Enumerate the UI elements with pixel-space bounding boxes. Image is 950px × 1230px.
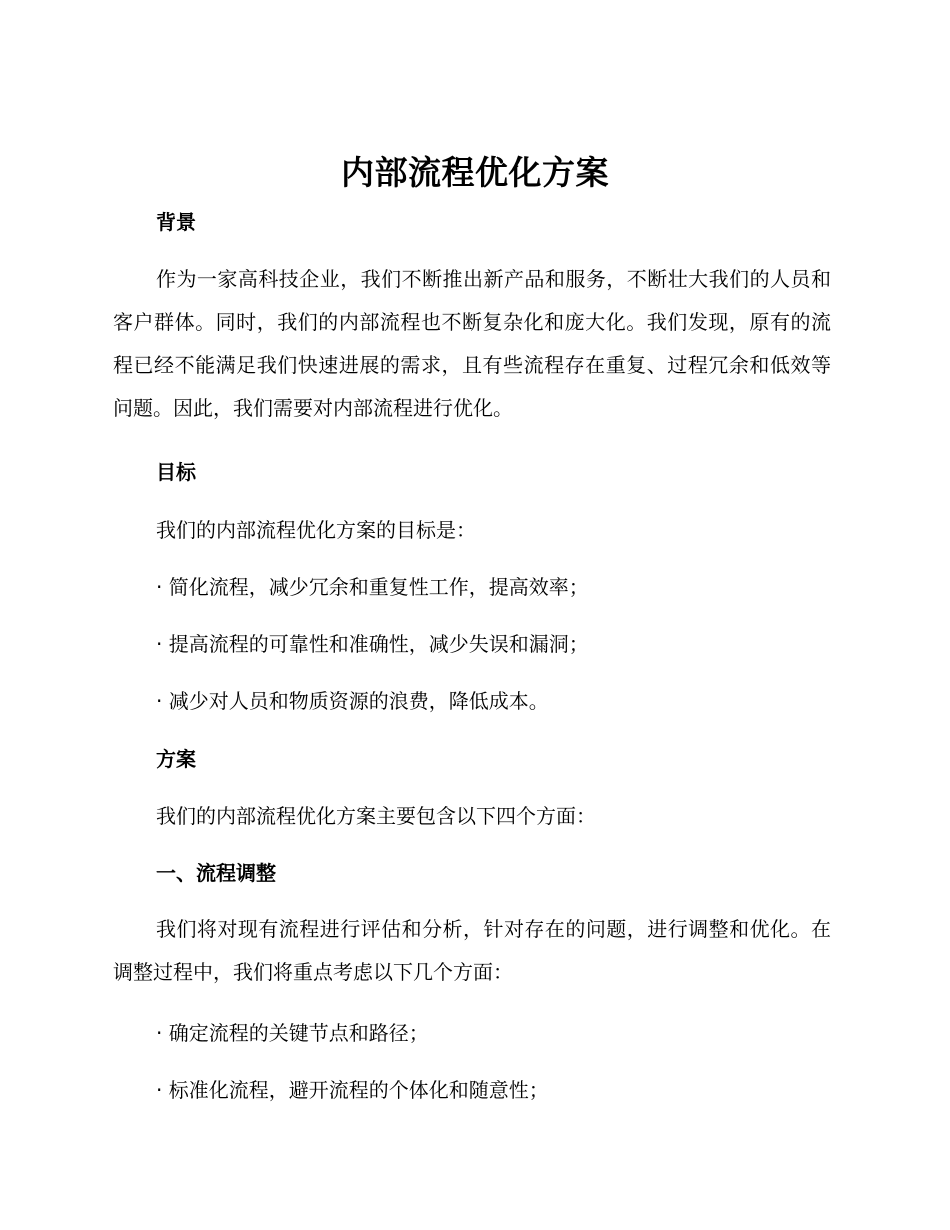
goals-list-item: · 减少对人员和物质资源的浪费，降低成本。 — [156, 689, 549, 713]
background-paragraph: 作为一家高科技企业，我们不断推出新产品和服务，不断壮大我们的人员和客户群体。同时，我们的内部流程也不断复杂化和庞大化。我们发现，原有的流程已经不能满足我们快速进展的需求，且有些流程存在重复、过程冗余和低效等问题。因此，我们需要对内部流程进行优化。 — [113, 267, 831, 420]
goals-intro: 我们的内部流程优化方案的目标是： — [156, 518, 476, 542]
adjustment-list-item: · 确定流程的关键节点和路径； — [156, 1021, 429, 1045]
goals-list-item: · 简化流程，减少冗余和重复性工作，提高效率； — [156, 575, 589, 599]
section-heading-background: 背景 — [156, 210, 196, 234]
adjustment-list-item: · 标准化流程，避开流程的个体化和随意性； — [156, 1078, 549, 1102]
adjustment-paragraph: 我们将对现有流程进行评估和分析，针对存在的问题，进行调整和优化。在调整过程中，我们将重点考虑以下几个方面： — [113, 917, 831, 984]
document-title: 内部流程优化方案 — [341, 153, 609, 192]
section-heading-adjustment: 一、流程调整 — [156, 861, 276, 885]
section-heading-plan: 方案 — [156, 747, 196, 771]
section-heading-goals: 目标 — [156, 460, 196, 484]
goals-list-item: · 提高流程的可靠性和准确性，减少失误和漏洞； — [156, 632, 589, 656]
plan-intro: 我们的内部流程优化方案主要包含以下四个方面： — [156, 804, 596, 828]
